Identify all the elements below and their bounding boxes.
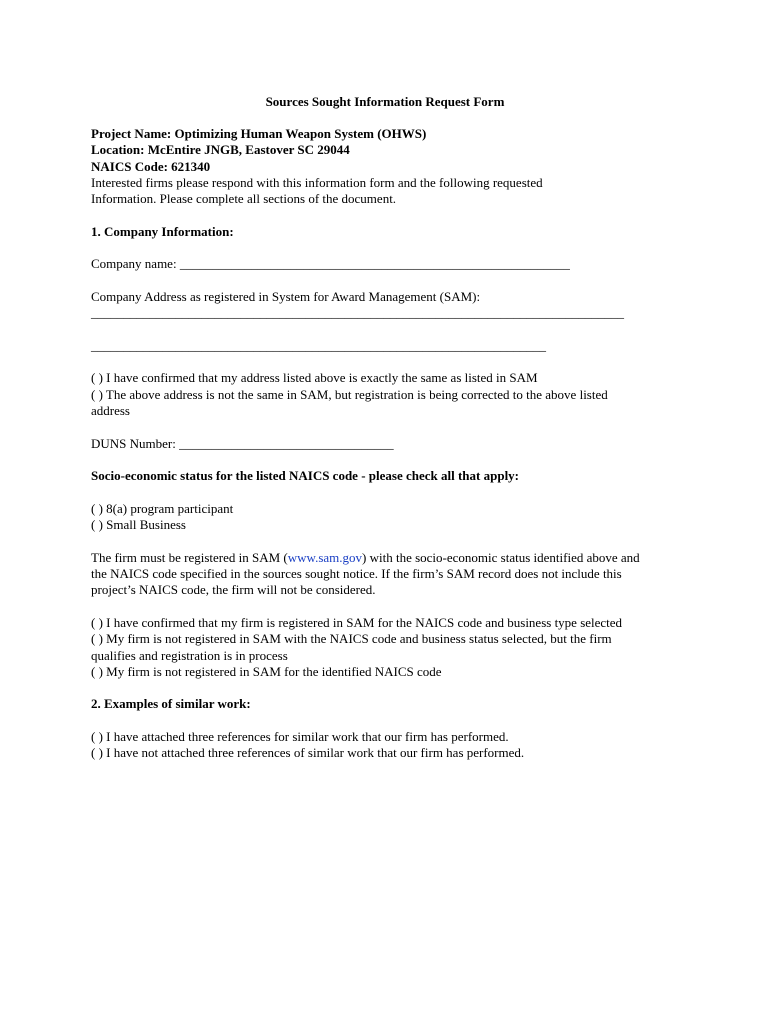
references-attached-option[interactable]: ( ) I have attached three references for similar work that our firm has performed.	[91, 728, 509, 744]
sam-requirement-text-2: the NAICS code specified in the sources sought notice. If the firm’s SAM record does not include this	[91, 566, 622, 582]
sam-gov-link[interactable]: www.sam.gov	[287, 549, 363, 565]
duns-row	[91, 436, 691, 452]
duns-label: DUNS Number:	[91, 435, 180, 451]
address-not-same-option-cont: address	[91, 403, 130, 419]
intro-text-2: Information. Please complete all sections of the document.	[91, 191, 397, 207]
sam-registered-option[interactable]: ( ) I have confirmed that my firm is registered in SAM for the NAICS code and business type selected	[91, 614, 623, 630]
section-2-heading: 2. Examples of similar work:	[91, 696, 251, 712]
small-business-option[interactable]: ( ) Small Business	[91, 517, 186, 533]
duns-field[interactable]: _________________________________	[179, 435, 394, 451]
socio-economic-heading: Socio-economic status for the listed NAICS code - please check all that apply:	[91, 468, 520, 484]
company-name-label: Company name:	[91, 256, 180, 272]
company-name-row	[91, 256, 691, 272]
sam-not-registered-option[interactable]: ( ) My firm is not registered in SAM for the identified NAICS code	[91, 663, 442, 679]
sam-text-post: ) with the socio-economic status identified above and	[362, 549, 640, 565]
project-name: Project Name: Optimizing Human Weapon System (OHWS)	[91, 126, 427, 141]
sam-registration-in-process-cont: qualifies and registration is in process	[91, 647, 288, 663]
company-address-label: Company Address as registered in System for Award Management (SAM):	[91, 288, 481, 304]
sam-text-pre: The firm must be registered in SAM (	[91, 549, 288, 565]
references-not-attached-option[interactable]: ( ) I have not attached three references of similar work that our firm has performed.	[91, 745, 525, 761]
form-title: Sources Sought Information Request Form	[265, 94, 505, 109]
address-confirmed-option[interactable]: ( ) I have confirmed that my address listed above is exactly the same as listed in SAM	[91, 370, 538, 386]
address-not-same-option[interactable]: ( ) The above address is not the same in SAM, but registration is being corrected to the above listed	[91, 386, 608, 402]
intro-text-1: Interested firms please respond with this information form and the following requested	[91, 174, 543, 190]
company-name-field[interactable]: ____________________________________________________________	[179, 256, 570, 272]
company-address-field-2[interactable]: ______________________________________________________________________	[91, 337, 546, 353]
company-address-field-1[interactable]: __________________________________________________________________________________	[91, 305, 624, 321]
sam-requirement-text-3: project’s NAICS code, the firm will not be considered.	[91, 582, 376, 598]
project-location: Location: McEntire JNGB, Eastover SC 29044	[91, 142, 350, 158]
sam-registration-in-process-option[interactable]: ( ) My firm is not registered in SAM with the NAICS code and business status selected, but the firm	[91, 631, 612, 647]
naics-code: NAICS Code: 621340	[91, 158, 211, 174]
form-body	[91, 126, 691, 762]
8a-participant-option[interactable]: ( ) 8(a) program participant	[91, 500, 234, 516]
sam-requirement-text-1	[91, 550, 691, 566]
section-1-heading: 1. Company Information:	[91, 223, 234, 239]
